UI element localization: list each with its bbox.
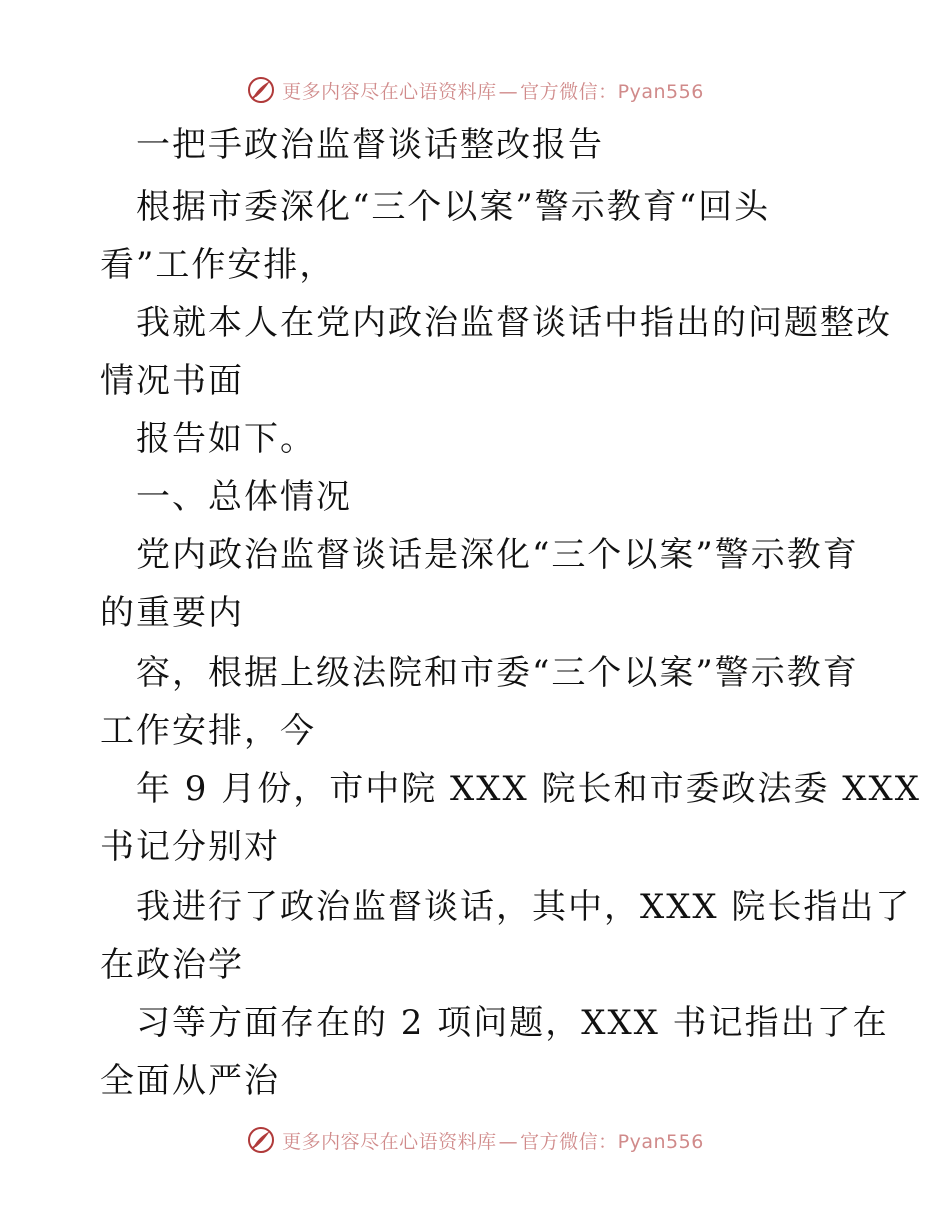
section-heading: 一、总体情况 <box>136 477 352 517</box>
paragraph-line: 根据市委深化“三个以案”警示教育“回头 <box>136 187 771 227</box>
quill-logo-icon <box>246 1125 276 1155</box>
paragraph-line: 我就本人在党内政治监督谈话中指出的问题整改 <box>136 303 892 343</box>
watermark-footer <box>0 1120 950 1160</box>
paragraph-line: 年 9 月份，市中院 XXX 院长和市委政法委 XXX <box>136 769 921 809</box>
paragraph-line: 我进行了政治监督谈话，其中，XXX 院长指出了 <box>136 887 912 927</box>
paragraph-line: 容，根据上级法院和市委“三个以案”警示教育 <box>136 653 859 693</box>
document-title: 一把手政治监督谈话整改报告 <box>136 125 604 165</box>
watermark-contact: 官方微信：Pyan556 <box>520 1130 704 1153</box>
watermark-text <box>282 1127 704 1154</box>
watermark-separator: — <box>498 1130 519 1153</box>
paragraph-line: 工作安排，今 <box>100 711 316 751</box>
paragraph-line: 情况书面 <box>100 361 244 401</box>
paragraph-line: 党内政治监督谈话是深化“三个以案”警示教育 <box>136 535 859 575</box>
paragraph-line: 在政治学 <box>100 945 244 985</box>
paragraph-line: 全面从严治 <box>100 1061 280 1101</box>
watermark-separator: — <box>498 80 519 103</box>
paragraph-line: 的重要内 <box>100 593 244 633</box>
watermark-header <box>0 70 950 110</box>
watermark-brand: 更多内容尽在心语资料库 <box>282 1130 497 1153</box>
watermark-contact: 官方微信：Pyan556 <box>520 80 704 103</box>
paragraph-line: 看”工作安排， <box>100 245 336 285</box>
paragraph-line: 习等方面存在的 2 项问题，XXX 书记指出了在 <box>136 1003 889 1043</box>
watermark-brand: 更多内容尽在心语资料库 <box>282 80 497 103</box>
watermark-text <box>282 77 704 104</box>
paragraph-line: 书记分别对 <box>100 827 280 867</box>
paragraph-line: 报告如下。 <box>136 419 316 459</box>
quill-logo-icon <box>246 75 276 105</box>
